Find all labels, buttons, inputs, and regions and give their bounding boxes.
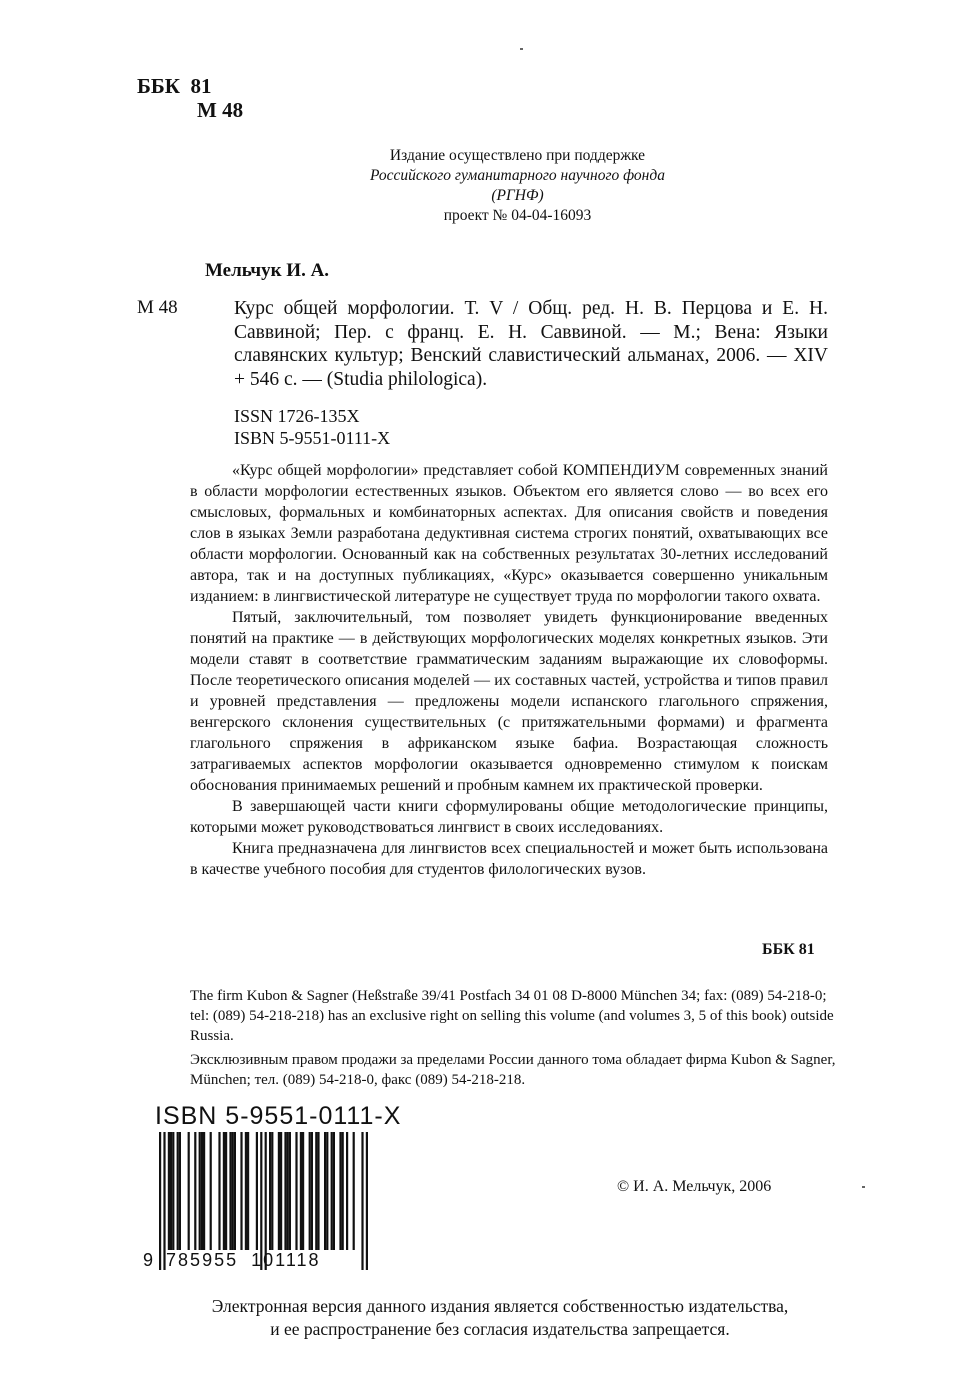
- barcode-bar: [199, 1132, 201, 1250]
- support-line-3: (РГНФ): [491, 187, 544, 204]
- barcode-bar: [201, 1132, 203, 1250]
- bibliographic-record: Курс общей морфологии. Т. V / Общ. ред. Н. В. Перцова и Е. Н. Саввиной; Пер. с франц. Е. Н. Саввиной. — М.; Вена: Языки славянских культур; Венский славистический альманах, 2006. — XIV + 546 с. — (Studia philologica).: [234, 298, 828, 390]
- barcode-bar: [331, 1132, 333, 1250]
- isbn: ISBN 5-9551-0111-X: [234, 428, 391, 448]
- copyright: © И. А. Мельчук, 2006: [617, 1178, 772, 1195]
- barcode-bar: [188, 1132, 190, 1250]
- bbk-class-code: 81: [190, 74, 212, 98]
- barcode-bar: [339, 1132, 341, 1250]
- bbk-bottom: ББК 81: [762, 941, 815, 958]
- support-line-1: Издание осуществлено при поддержке: [389, 147, 646, 164]
- abstract: [190, 460, 828, 880]
- ean-left-group: 785955: [166, 1250, 239, 1270]
- barcode-bar: [342, 1132, 344, 1250]
- barcode-bar: [194, 1132, 196, 1250]
- barcode-bar: [271, 1132, 273, 1250]
- barcode-bar: [229, 1132, 231, 1250]
- author-heading: Мельчук И. А.: [205, 260, 330, 281]
- barcode-bar: [170, 1132, 172, 1250]
- barcode-bar: [168, 1132, 170, 1250]
- distribution-notice-en: The firm Kubon & Sagner (Heßstraße 39/41 Postfach 34 01 08 D-8000 München 34; fax: (089) 54-218-0; tel: (089) 54-218-218) has an exclusive right on selling this volume (and volumes 3, 5 of this book) outside Russia.: [190, 988, 834, 1044]
- barcode-bar: [280, 1132, 282, 1250]
- barcode-bar: [287, 1132, 289, 1250]
- support-notice: [300, 146, 735, 226]
- support-line-4: проект № 04-04-16093: [443, 207, 592, 224]
- barcode-bar: [269, 1132, 271, 1250]
- abstract-paragraph-4: Книга предназначена для лингвистов всех специальностей и может быть использована в качестве учебного пособия для студентов филологических вузов.: [190, 840, 828, 878]
- barcode-bar: [289, 1132, 291, 1250]
- abstract-paragraph-1: «Курс общей морфологии» представляет собой КОМПЕНДИУМ современных знаний в области морфологии естественных языков. Объектом его является слово — во всех его смысловых, формальных и комбинаторных аспектах. Для описания свойств и поведения слов в языках Земли разработана дедуктивная система строгих понятий, охватывающих все области морфологии. Основанный как на собственных результатах 30-летних исследований автора, так и на доступных публикациях, «Курс» оказывается совершенно уникальным изданием: в лингвистической литературе не существует труда по морфологии такого охвата.: [190, 462, 828, 605]
- ean-right-group: 101118: [251, 1250, 321, 1270]
- barcode-bar: [256, 1132, 258, 1250]
- barcode-bar: [179, 1132, 181, 1250]
- ean-first-digit: 9: [143, 1250, 156, 1270]
- catalog-code: М 48: [137, 297, 178, 318]
- barcode-bar: [311, 1132, 313, 1250]
- issn: ISSN 1726-135X: [234, 406, 360, 426]
- barcode-bar: [278, 1132, 280, 1250]
- identifiers: [234, 405, 390, 449]
- barcode-bar: [353, 1132, 355, 1250]
- barcode-bar: [346, 1132, 348, 1250]
- abstract-paragraph-2: Пятый, заключительный, том позволяет увидеть функционирование введенных понятий на практике — в действующих морфологических моделях конкретных языков. Эти модели ставят в соответствие грамматическим заданиям выражающие их словоформы. После теоретического описания моделей — их составных частей, устройства и типов правил и уровней представления — предложены модели испанского глагольного спряжения, венгерского склонения существительных (с притяжательными формами) и фрагмента глагольного спряжения в африканском языке бафиа. Возрастающая сложность затрагиваемых аспектов морфологии оказывается одновременно стимулом к поискам обоснования принимаемых решений и пробным камнем их практической проверки.: [190, 609, 828, 794]
- electronic-notice-line-1: Электронная версия данного издания является собственностью издательства,: [211, 1296, 789, 1316]
- barcode-bar: [210, 1132, 212, 1250]
- barcode-bar: [234, 1132, 236, 1250]
- author-mark: М 48: [197, 98, 244, 122]
- barcode-bar: [284, 1132, 286, 1250]
- barcode-bar: [326, 1132, 328, 1250]
- barcode-bar: [240, 1132, 242, 1250]
- barcode-bar: [225, 1132, 227, 1250]
- support-line-2: Российского гуманитарного научного фонда: [370, 167, 665, 184]
- barcode-bar: [324, 1132, 326, 1250]
- barcode-bar: [309, 1132, 311, 1250]
- barcode-bar: [295, 1132, 297, 1250]
- distribution-notice: [190, 986, 840, 1094]
- scan-speck: [862, 1186, 865, 1188]
- scan-speck: [520, 48, 523, 50]
- barcode-bar: [232, 1132, 234, 1250]
- abstract-paragraph-3: В завершающей части книги сформулированы общие методологические принципы, которыми может руководствоваться лингвист в своих исследованиях.: [190, 798, 828, 836]
- barcode-bar: [247, 1132, 249, 1250]
- bbk-row: [137, 74, 243, 98]
- isbn-barcode-block: [143, 1102, 402, 1277]
- electronic-notice-line-2: и ее распространение без согласия издательства запрещается.: [270, 1319, 730, 1339]
- barcode-bar: [245, 1132, 247, 1250]
- electronic-notice: [150, 1295, 850, 1341]
- barcode-isbn-text: ISBN 5-9551-0111-X: [155, 1102, 402, 1130]
- barcode-bar: [172, 1132, 174, 1250]
- ean-digits: [143, 1250, 378, 1271]
- barcode-bar: [218, 1132, 220, 1250]
- barcode-bar: [302, 1132, 304, 1250]
- bbk-label: ББК: [137, 74, 180, 98]
- barcode-bar: [203, 1132, 205, 1250]
- barcode-bar: [315, 1132, 317, 1250]
- distribution-notice-ru: Эксклюзивным правом продажи за пределами России данного тома обладает фирма Kubon & Sagner, München; тел. (089) 54-218-0, факс (089) 54-218-218.: [190, 1052, 836, 1088]
- barcode-bar: [333, 1132, 335, 1250]
- barcode-bar: [317, 1132, 319, 1250]
- barcode-bar: [300, 1132, 302, 1250]
- barcode-bar: [177, 1132, 179, 1250]
- barcode-bar: [223, 1132, 225, 1250]
- bbk-classification: [137, 74, 243, 122]
